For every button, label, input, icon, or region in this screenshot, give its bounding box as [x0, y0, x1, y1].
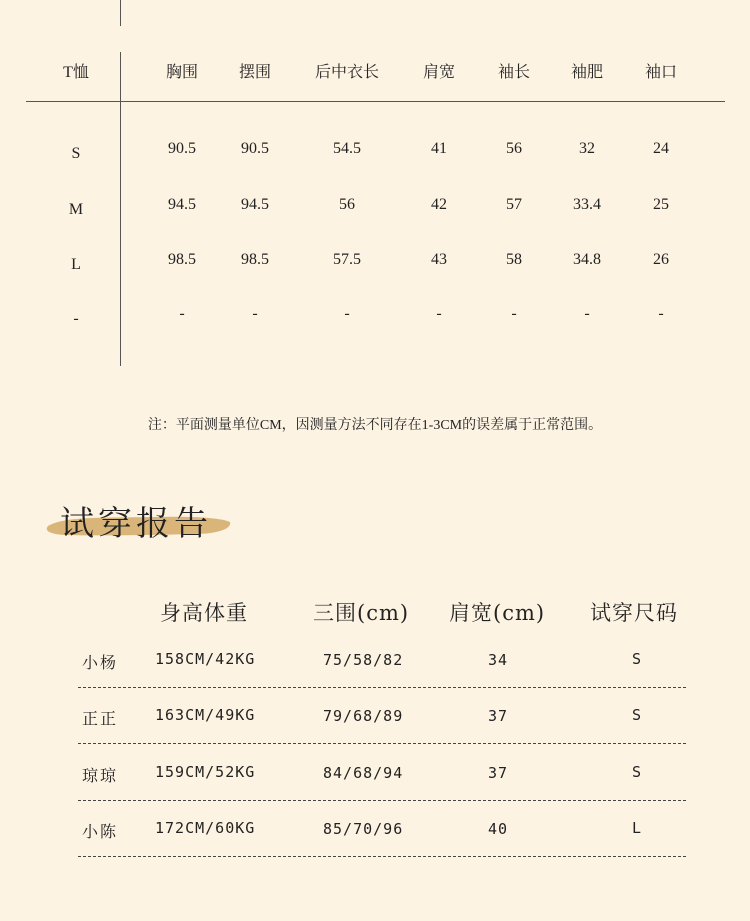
size-cell: 98.5 — [168, 251, 196, 268]
row-divider — [78, 743, 686, 744]
row-divider — [78, 687, 686, 688]
tester-height-weight: 172CM/60KG — [155, 819, 256, 837]
size-cell: 43 — [431, 251, 447, 268]
size-label: - — [73, 310, 79, 327]
tester-measurements: 79/68/89 — [323, 707, 404, 725]
size-cell: 33.4 — [573, 196, 601, 213]
fit-header-size: 试穿尺码 — [590, 601, 678, 625]
size-cell: - — [658, 305, 664, 322]
tester-height-weight: 163CM/49KG — [155, 706, 256, 724]
fit-header-shoulder: 肩宽(cm) — [449, 601, 546, 625]
size-cell: 94.5 — [241, 196, 269, 213]
size-table-vertical-divider — [120, 52, 121, 366]
size-header-shoulder: 肩宽 — [422, 64, 456, 81]
top-tick — [120, 0, 121, 26]
tester-name: 正正 — [82, 709, 119, 728]
fit-header-height-weight: 身高体重 — [160, 601, 248, 625]
size-header-tshirt: T恤 — [63, 64, 89, 81]
size-table-header-divider — [26, 101, 725, 102]
tester-height-weight: 158CM/42KG — [155, 650, 256, 668]
measurement-note: 注：平面测量单位CM，因测量方法不同存在1-3CM的误差属于正常范围。 — [147, 418, 603, 433]
size-cell: 56 — [339, 196, 355, 213]
size-cell: 90.5 — [168, 140, 196, 157]
size-cell: 25 — [653, 196, 669, 213]
tester-height-weight: 159CM/52KG — [155, 763, 256, 781]
tester-measurements: 75/58/82 — [323, 651, 404, 669]
tester-shoulder: 34 — [488, 651, 509, 669]
tester-shoulder: 37 — [488, 764, 509, 782]
tester-size: L — [632, 819, 643, 837]
fit-report-title: 试穿报告 — [60, 504, 212, 544]
size-cell: 41 — [431, 140, 447, 157]
size-label: M — [68, 201, 84, 218]
tester-size: S — [632, 763, 643, 781]
size-cell: 34.8 — [573, 251, 601, 268]
size-cell: 42 — [431, 196, 447, 213]
size-cell: 26 — [653, 251, 669, 268]
size-cell: 24 — [653, 140, 669, 157]
tester-measurements: 85/70/96 — [323, 820, 404, 838]
size-cell: - — [511, 305, 517, 322]
size-header-hem: 摆围 — [238, 64, 272, 81]
size-header-sleeve-length: 袖长 — [497, 64, 531, 81]
size-cell: 90.5 — [241, 140, 269, 157]
fit-header-measurements: 三围(cm) — [313, 601, 410, 625]
tester-measurements: 84/68/94 — [323, 764, 404, 782]
fit-report-title-block — [44, 496, 244, 546]
size-header-sleeve-width: 袖肥 — [570, 64, 604, 81]
size-cell: 57 — [506, 196, 522, 213]
size-cell: - — [179, 305, 185, 322]
size-label: S — [71, 145, 81, 162]
size-header-back-length: 后中衣长 — [314, 64, 380, 81]
tester-shoulder: 37 — [488, 707, 509, 725]
size-cell: - — [252, 305, 258, 322]
size-cell: 32 — [579, 140, 595, 157]
size-cell: 98.5 — [241, 251, 269, 268]
row-divider — [78, 800, 686, 801]
size-cell: - — [344, 305, 350, 322]
size-cell: 56 — [506, 140, 522, 157]
tester-size: S — [632, 706, 643, 724]
size-cell: - — [584, 305, 590, 322]
tester-name: 小杨 — [82, 653, 119, 672]
size-cell: 54.5 — [333, 140, 361, 157]
tester-name: 琼琼 — [82, 766, 119, 785]
tester-shoulder: 40 — [488, 820, 509, 838]
size-cell: - — [436, 305, 442, 322]
size-cell: 94.5 — [168, 196, 196, 213]
size-cell: 58 — [506, 251, 522, 268]
size-cell: 57.5 — [333, 251, 361, 268]
row-divider — [78, 856, 686, 857]
tester-name: 小陈 — [82, 822, 119, 841]
size-label: L — [71, 256, 81, 273]
size-header-chest: 胸围 — [165, 64, 199, 81]
size-header-cuff: 袖口 — [644, 64, 678, 81]
tester-size: S — [632, 650, 643, 668]
